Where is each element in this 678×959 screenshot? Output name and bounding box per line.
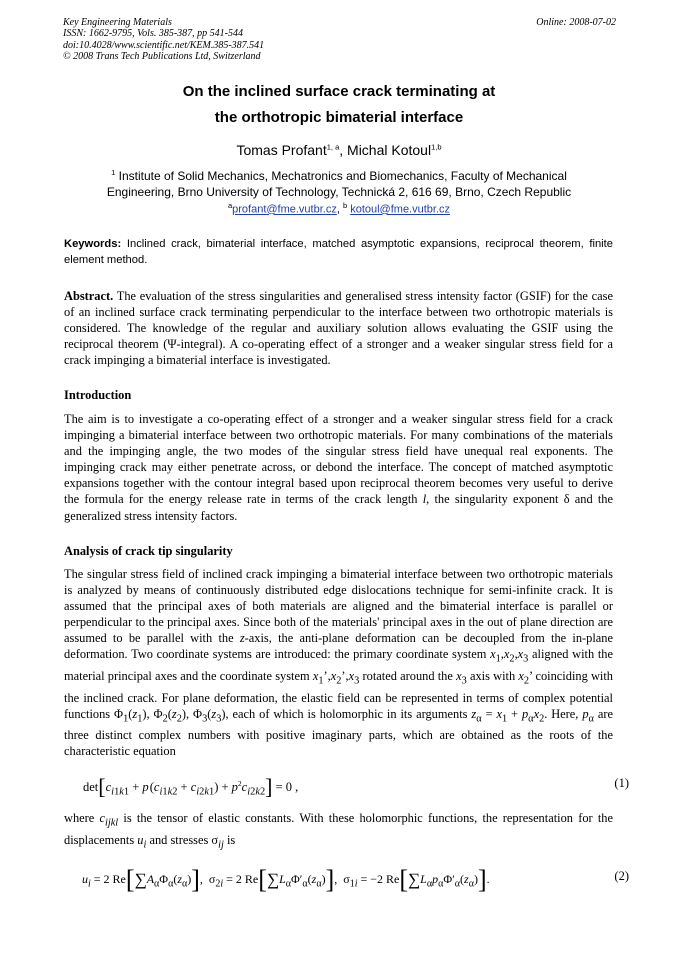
analysis-text: is the tensor of elastic constants. With these holomorphic functions, the representation for the displacements [64,811,613,847]
math-var: z [239,631,245,646]
author-affiliation-mark: 1,b [431,142,442,152]
keywords [64,236,613,268]
journal-header [63,17,264,62]
journal-doi: doi:10.4028/www.scientific.net/KEM.385-387.541 [63,39,265,51]
analysis-paragraph-2: where $c_{ijkl}$ is the tensor of elastic constants. With these holomorphic functions, the representation for the displacements $u_i$ and stresses $\sigma_{ij}$ is [64,811,613,851]
abstract [64,288,613,368]
paper-title-line-1: On the inclined surface crack terminating at [182,83,496,100]
section-heading-introduction: Introduction [64,388,132,402]
email-separator: , [336,203,343,216]
analysis-text: rotated around the [359,669,457,684]
affiliation-mark: 1 [111,168,116,177]
author-list [0,142,678,158]
analysis-text: and stresses σ [146,832,219,847]
affiliation-line-2: Engineering, Brno University of Technology, Technická 2, 616 69, Brno, Czech Republic [106,185,572,199]
email-link[interactable]: kotoul@fme.vutbr.cz [350,203,451,216]
analysis-text: aligned with the material principal axes and the coordinate system [64,647,613,684]
author-name: Tomas Profant [236,142,327,158]
analysis-paragraph: The singular stress field of inclined crack impinging a bimaterial interface between two orthotropic materials is analyzed by means of continuously distributed edge dislocations technique for semi-infinite crack. It is assumed that the principal axes of both materials are aligned and the bimaterial interface is parallel or perpendicular to the principal axes. Since both of the materials' principal axes in the out of plane direction are assumed to be parallel with the z-axis, the anti-plane deformation can be decoupled from the in-plane deformation. Two coordinate systems are introduced: the primary coordinate system $x_1,x_2,x_3$ aligned with the material principal axes and the coordinate system $x_1’,x_2’,x_3$ rotated around the $x_3$ axis with $x_2$’ coinciding with the inclined crack. For plane deformation, the elastic field can be represented in terms of complex potential functions $\Phi_1(z_1)$, $\Phi_2(z_2)$, $\Phi_3(z_3)$, each of which is holomorphic in its arguments $z_\alpha = x_1 + p_\alpha x_2$. Here, $p_\alpha$ are three distinct complex numbers with positive imaginary parts, which are obtained as the roots of the characteristic equation [64,567,614,759]
introduction-text: , the singularity exponent δ and the generalized stress intensity factors. [64,492,614,523]
journal-issn: ISSN: 1662-9795, Vols. 385-387, pp 541-544 [63,28,243,40]
equation-2: $u_i = 2$ $Re[\sum A_\alpha\Phi_\alpha(z_\alpha)]$, $\sigma_{2i} = 2$ $Re[\sum L_\alpha\Phi'_\alpha(z_\alpha)]$, $\sigma_{1i} = -2$ $Re[\sum L_\alpha p_\alpha\Phi'_\alpha(z_\alpha)]$. [82,865,490,894]
analysis-text: The singular stress field of inclined crack impinging a bimaterial interface between two orthotropic materials is analyzed by means of continuously distributed edge dislocations technique for semi-infinite crack. It is assumed that the principal axes of both materials are aligned and the bimaterial interface is parallel or perpendicular to the principal axes. Since both of the materials' principal axes in the out of plane direction are assumed to be parallel with the [64,567,613,646]
email-link[interactable]: profant@fme.vutbr.cz [232,203,337,216]
online-date: Online: 2008-07-02 [536,17,616,28]
journal-name: Key Engineering Materials [63,17,172,28]
affiliation-line-1: Institute of Solid Mechanics, Mechatronics and Biomechanics, Faculty of Mechanical [118,169,567,183]
analysis-text: axis with [466,669,519,684]
journal-copyright: © 2008 Trans Tech Publications Ltd, Switzerland [63,50,261,62]
author-separator: , [339,142,348,158]
analysis-text: . Here, [544,706,583,721]
analysis-text: are three distinct complex numbers with positive imaginary parts, which are obtained as the roots of the characteristic equation [64,706,613,759]
email-mark: b [342,201,348,210]
analysis-text: is [223,832,236,847]
abstract-text: The evaluation of the stress singularities and generalised stress intensity factor (GSIF) for the case of an inclined surface crack terminating perpendicular to the interface between two orthotropic materials is considered. The knowledge of the regular and auxiliary solution allows evaluating the GSIF using the reciprocal theorem (Ψ-integral). A co-operating effect of a stronger and a weaker singular stress field for a crack impinging a bimaterial interface is investigated. [64,289,613,368]
author-affiliation-mark: 1, a [326,142,340,152]
analysis-text: ), each of which is holomorphic in its arguments [221,706,472,721]
author-name: Michal Kotoul [347,142,432,158]
paper-title-line-2: the orthotropic bimaterial interface [214,109,464,126]
introduction-paragraph [64,411,613,524]
email-list [0,201,678,216]
email-mark: a [227,201,233,210]
equation-1: $\det[c_{i1k1} + p$ $(c_{i1k2} + c_{i2k1}) + p^2c_{i2k2}] = 0$ , [83,774,299,799]
equation-number: (2) [614,869,629,883]
analysis-text: coinciding with the inclined crack. For plane deformation, the elastic field can be represented in terms of complex potential functions Φ [64,669,614,721]
introduction-text: The aim is to investigate a co-operating effect of a stronger and a weaker singular stress field for a crack impinging a bimaterial interface between two orthotropic materials. For many combinations of the materials and the impinging angle, the two modes of the singular stress field have unequal real exponents. The impinging crack may either penetrate across, or debond the interface. The concept of matched asymptotic expansions together with the contour integral based upon reciprocal theorem becomes very useful to derive the formula for the energy release rate in terms of the crack length [64,412,613,507]
keywords-label: Keywords: [64,238,122,250]
section-heading-analysis: Analysis of crack tip singularity [64,544,233,558]
math-var: l [422,492,427,507]
abstract-label: Abstract. [64,289,114,303]
keywords-text: Inclined crack, bimaterial interface, matched asymptotic expansions, reciprocal theorem, finite element method. [64,238,614,266]
affiliation [0,165,678,200]
equation-number: (1) [614,776,629,790]
analysis-text: -axis, the anti-plane deformation can be decoupled from the in-plane deformation. Two coordinate systems are introduced: the primary coordinate system [64,631,613,662]
analysis-text: where [64,811,100,825]
